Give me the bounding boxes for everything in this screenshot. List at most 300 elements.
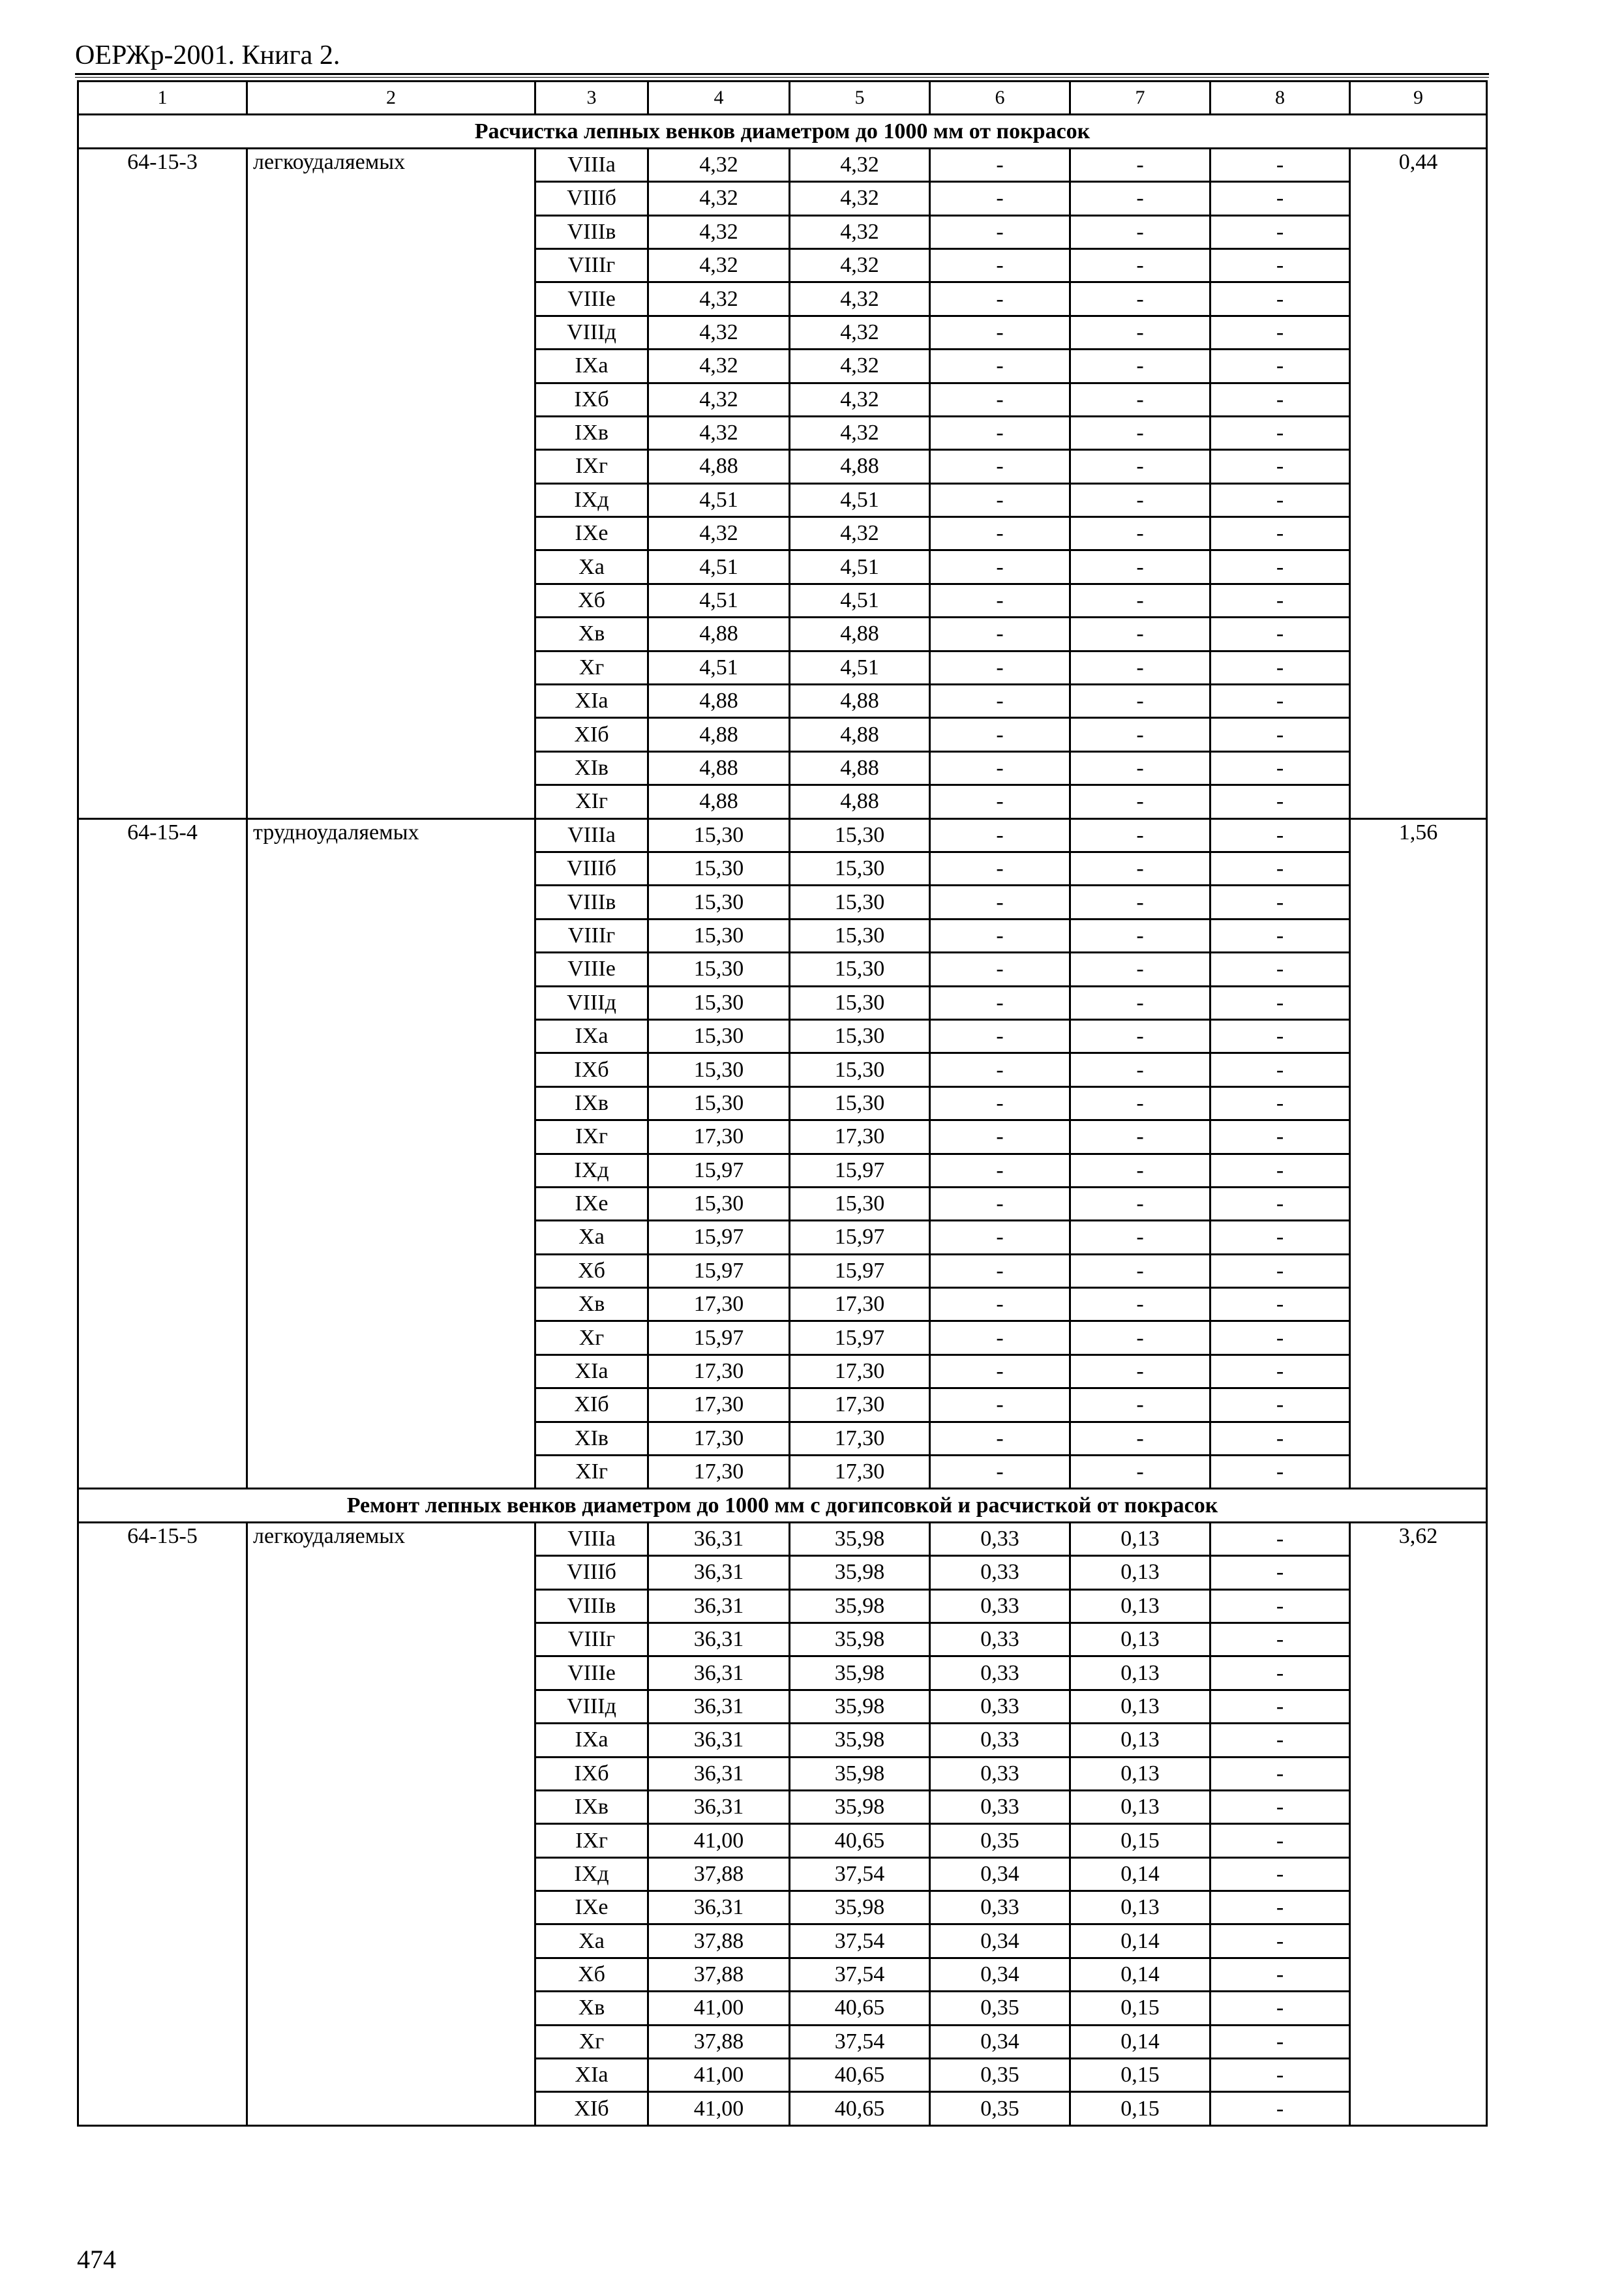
table-cell: - bbox=[1070, 1019, 1210, 1053]
table-cell: 0,13 bbox=[1070, 1522, 1210, 1555]
table-cell: - bbox=[1070, 350, 1210, 383]
table-cell: - bbox=[1070, 215, 1210, 248]
table-cell: 4,88 bbox=[648, 718, 790, 751]
table-cell: - bbox=[1070, 584, 1210, 617]
table-cell: 36,31 bbox=[648, 1690, 790, 1723]
table-cell: VIIIд bbox=[535, 316, 648, 349]
table-cell: - bbox=[1070, 450, 1210, 483]
table-cell: 15,97 bbox=[648, 1254, 790, 1287]
table-cell: - bbox=[1210, 1288, 1350, 1321]
table-cell: 17,30 bbox=[790, 1422, 930, 1455]
table-cell: - bbox=[1210, 785, 1350, 818]
table-cell: 4,88 bbox=[790, 718, 930, 751]
table-cell: 36,31 bbox=[648, 1656, 790, 1690]
table-cell: - bbox=[1070, 1187, 1210, 1220]
table-cell: Хг bbox=[535, 651, 648, 684]
table-cell: 15,30 bbox=[790, 1187, 930, 1220]
table-cell: Хб bbox=[535, 1254, 648, 1287]
rate-col9-value: 0,44 bbox=[1350, 148, 1487, 818]
table-cell: 0,34 bbox=[930, 2025, 1070, 2058]
rate-code: 64-15-3 bbox=[78, 148, 247, 818]
table-cell: 15,30 bbox=[790, 1019, 930, 1053]
table-cell: 4,32 bbox=[790, 316, 930, 349]
table-cell: IХв bbox=[535, 1790, 648, 1823]
table-cell: 4,88 bbox=[790, 751, 930, 785]
table-cell: 0,35 bbox=[930, 2092, 1070, 2125]
table-cell: 15,30 bbox=[648, 919, 790, 952]
column-number-cell: 4 bbox=[648, 82, 790, 115]
table-cell: - bbox=[930, 1288, 1070, 1321]
table-cell: 4,51 bbox=[648, 584, 790, 617]
table-cell: 17,30 bbox=[790, 1288, 930, 1321]
table-cell: 4,32 bbox=[648, 248, 790, 282]
table-cell: - bbox=[1070, 718, 1210, 751]
table-cell: 0,33 bbox=[930, 1522, 1070, 1555]
table-cell: - bbox=[930, 1321, 1070, 1354]
table-cell: - bbox=[1210, 350, 1350, 383]
table-cell: - bbox=[930, 282, 1070, 316]
table-cell: 15,30 bbox=[790, 886, 930, 919]
table-cell: - bbox=[930, 818, 1070, 852]
column-number-cell: 5 bbox=[790, 82, 930, 115]
table-cell: 15,30 bbox=[790, 986, 930, 1019]
table-cell: - bbox=[1070, 785, 1210, 818]
table-cell: - bbox=[1210, 1254, 1350, 1287]
table-cell: - bbox=[930, 550, 1070, 584]
table-cell: 41,00 bbox=[648, 2092, 790, 2125]
table-cell: VIIIб bbox=[535, 852, 648, 885]
table-row bbox=[78, 148, 1487, 181]
table-cell: - bbox=[930, 517, 1070, 550]
table-cell: 4,32 bbox=[648, 215, 790, 248]
table-cell: 36,31 bbox=[648, 1556, 790, 1589]
table-cell: 35,98 bbox=[790, 1556, 930, 1589]
table-cell: - bbox=[930, 350, 1070, 383]
rates-table bbox=[77, 80, 1488, 2127]
table-cell: - bbox=[1210, 1388, 1350, 1422]
table-cell: - bbox=[1210, 2092, 1350, 2125]
table-cell: 4,32 bbox=[790, 383, 930, 416]
table-cell: IХг bbox=[535, 1120, 648, 1154]
table-cell: - bbox=[1210, 1992, 1350, 2025]
table-cell: - bbox=[1210, 1456, 1350, 1489]
table-cell: - bbox=[930, 1422, 1070, 1455]
table-cell: - bbox=[930, 886, 1070, 919]
table-cell: 17,30 bbox=[648, 1456, 790, 1489]
table-cell: - bbox=[1070, 550, 1210, 584]
table-cell: - bbox=[1070, 1086, 1210, 1120]
column-number-cell: 3 bbox=[535, 82, 648, 115]
table-cell: - bbox=[1210, 818, 1350, 852]
table-cell: - bbox=[930, 1388, 1070, 1422]
table-cell: 0,14 bbox=[1070, 1857, 1210, 1891]
table-cell: 41,00 bbox=[648, 1992, 790, 2025]
table-cell: - bbox=[930, 618, 1070, 651]
table-cell: - bbox=[1210, 852, 1350, 885]
table-cell: 0,13 bbox=[1070, 1724, 1210, 1757]
table-cell: 35,98 bbox=[790, 1623, 930, 1656]
table-cell: - bbox=[1070, 1456, 1210, 1489]
table-cell: 4,32 bbox=[790, 350, 930, 383]
table-cell: 4,51 bbox=[790, 483, 930, 516]
table-cell: 15,30 bbox=[790, 953, 930, 986]
table-cell: - bbox=[1210, 2025, 1350, 2058]
table-cell: 17,30 bbox=[790, 1456, 930, 1489]
table-cell: - bbox=[1210, 986, 1350, 1019]
table-cell: IХд bbox=[535, 1154, 648, 1187]
table-cell: IХб bbox=[535, 383, 648, 416]
table-cell: IХв bbox=[535, 416, 648, 449]
table-cell: IХг bbox=[535, 450, 648, 483]
table-cell: 37,88 bbox=[648, 1924, 790, 1958]
header-rule-thick bbox=[75, 73, 1489, 75]
table-cell: 15,97 bbox=[790, 1221, 930, 1254]
section-title: Расчистка лепных венков диаметром до 1000 мм от покрасок bbox=[78, 115, 1487, 148]
table-cell: 17,30 bbox=[648, 1354, 790, 1388]
table-cell: 36,31 bbox=[648, 1589, 790, 1623]
table-cell: 0,13 bbox=[1070, 1790, 1210, 1823]
rate-description: легкоудаляемых bbox=[247, 148, 535, 818]
table-cell: 15,97 bbox=[790, 1321, 930, 1354]
table-cell: - bbox=[1210, 751, 1350, 785]
table-cell: - bbox=[1210, 1857, 1350, 1891]
table-cell: VIIIд bbox=[535, 1690, 648, 1723]
table-cell: - bbox=[930, 1254, 1070, 1287]
table-cell: 0,35 bbox=[930, 2059, 1070, 2092]
table-cell: - bbox=[1210, 1019, 1350, 1053]
table-cell: 0,33 bbox=[930, 1589, 1070, 1623]
table-cell: VIIIе bbox=[535, 282, 648, 316]
table-cell: - bbox=[1210, 886, 1350, 919]
table-cell: 36,31 bbox=[648, 1724, 790, 1757]
section-title-row bbox=[78, 1489, 1487, 1522]
table-cell: - bbox=[930, 450, 1070, 483]
table-cell: 0,13 bbox=[1070, 1891, 1210, 1924]
table-cell: - bbox=[1210, 953, 1350, 986]
table-cell: - bbox=[1210, 215, 1350, 248]
table-cell: - bbox=[1210, 1053, 1350, 1086]
table-cell: XIа bbox=[535, 2059, 648, 2092]
table-cell: - bbox=[930, 651, 1070, 684]
table-cell: 15,30 bbox=[648, 1086, 790, 1120]
table-cell: 40,65 bbox=[790, 2092, 930, 2125]
table-cell: 15,30 bbox=[790, 919, 930, 952]
table-cell: IХе bbox=[535, 1187, 648, 1220]
table-cell: IХе bbox=[535, 517, 648, 550]
table-cell: Хб bbox=[535, 584, 648, 617]
table-cell: 4,32 bbox=[648, 148, 790, 181]
table-cell: VIIIб bbox=[535, 182, 648, 215]
table-cell: - bbox=[930, 1154, 1070, 1187]
table-cell: Ха bbox=[535, 550, 648, 584]
table-cell: 0,34 bbox=[930, 1857, 1070, 1891]
table-cell: IХб bbox=[535, 1757, 648, 1790]
table-cell: 0,33 bbox=[930, 1623, 1070, 1656]
table-cell: - bbox=[1070, 1053, 1210, 1086]
table-cell: - bbox=[1210, 919, 1350, 952]
table-cell: VIIIа bbox=[535, 1522, 648, 1555]
table-cell: 4,32 bbox=[790, 182, 930, 215]
table-cell: 0,14 bbox=[1070, 1958, 1210, 1991]
table-cell: 4,88 bbox=[648, 685, 790, 718]
table-cell: XIг bbox=[535, 785, 648, 818]
table-cell: - bbox=[1210, 1623, 1350, 1656]
table-cell: VIIIе bbox=[535, 953, 648, 986]
table-cell: - bbox=[1070, 1354, 1210, 1388]
table-cell: 4,32 bbox=[790, 148, 930, 181]
table-cell: 35,98 bbox=[790, 1724, 930, 1757]
column-number-cell: 2 bbox=[247, 82, 535, 115]
table-cell: - bbox=[930, 182, 1070, 215]
table-cell: VIIIг bbox=[535, 248, 648, 282]
table-cell: 0,34 bbox=[930, 1924, 1070, 1958]
table-cell: - bbox=[930, 1019, 1070, 1053]
table-cell: - bbox=[1210, 2059, 1350, 2092]
table-cell: 41,00 bbox=[648, 2059, 790, 2092]
table-cell: 0,13 bbox=[1070, 1690, 1210, 1723]
table-cell: - bbox=[1210, 618, 1350, 651]
table-cell: - bbox=[1210, 1187, 1350, 1220]
table-cell: - bbox=[930, 584, 1070, 617]
rate-code: 64-15-4 bbox=[78, 818, 247, 1489]
table-cell: - bbox=[1210, 1724, 1350, 1757]
table-cell: - bbox=[930, 248, 1070, 282]
table-cell: 4,32 bbox=[648, 282, 790, 316]
table-cell: IХд bbox=[535, 483, 648, 516]
table-cell: VIIIб bbox=[535, 1556, 648, 1589]
table-cell: 15,30 bbox=[790, 1053, 930, 1086]
table-cell: 15,97 bbox=[648, 1154, 790, 1187]
table-cell: 36,31 bbox=[648, 1891, 790, 1924]
table-cell: Ха bbox=[535, 1924, 648, 1958]
table-cell: 0,15 bbox=[1070, 1824, 1210, 1857]
table-cell: IХв bbox=[535, 1086, 648, 1120]
table-cell: 0,13 bbox=[1070, 1556, 1210, 1589]
header-rule-thin bbox=[75, 77, 1489, 78]
table-cell: - bbox=[1210, 383, 1350, 416]
table-cell: - bbox=[1070, 818, 1210, 852]
section-title-row bbox=[78, 115, 1487, 148]
table-cell: 0,33 bbox=[930, 1656, 1070, 1690]
table-cell: 15,30 bbox=[648, 1187, 790, 1220]
table-cell: - bbox=[1070, 316, 1210, 349]
table-cell: Ха bbox=[535, 1221, 648, 1254]
table-cell: - bbox=[1210, 1154, 1350, 1187]
table-cell: - bbox=[1210, 1354, 1350, 1388]
rate-col9-value: 1,56 bbox=[1350, 818, 1487, 1489]
table-cell: - bbox=[1210, 282, 1350, 316]
table-cell: 4,88 bbox=[790, 618, 930, 651]
table-cell: - bbox=[930, 383, 1070, 416]
table-cell: VIIIв bbox=[535, 215, 648, 248]
table-cell: - bbox=[1070, 986, 1210, 1019]
table-cell: - bbox=[1210, 1790, 1350, 1823]
table-cell: 15,30 bbox=[790, 818, 930, 852]
table-cell: 0,34 bbox=[930, 1958, 1070, 1991]
table-cell: 35,98 bbox=[790, 1589, 930, 1623]
table-cell: - bbox=[1070, 886, 1210, 919]
table-cell: - bbox=[1210, 1589, 1350, 1623]
table-cell: - bbox=[930, 953, 1070, 986]
table-cell: 0,33 bbox=[930, 1690, 1070, 1723]
table-cell: - bbox=[1210, 1422, 1350, 1455]
table-cell: 4,32 bbox=[648, 350, 790, 383]
table-cell: - bbox=[1070, 1422, 1210, 1455]
table-cell: 4,32 bbox=[790, 215, 930, 248]
table-cell: 35,98 bbox=[790, 1522, 930, 1555]
table-cell: - bbox=[1070, 1254, 1210, 1287]
table-cell: - bbox=[1210, 1690, 1350, 1723]
table-cell: - bbox=[1070, 1388, 1210, 1422]
table-cell: - bbox=[1070, 483, 1210, 516]
table-cell: 37,54 bbox=[790, 1857, 930, 1891]
table-cell: 17,30 bbox=[790, 1388, 930, 1422]
table-cell: - bbox=[930, 1086, 1070, 1120]
table-cell: IХб bbox=[535, 1053, 648, 1086]
table-cell: 15,97 bbox=[790, 1154, 930, 1187]
table-cell: 4,32 bbox=[790, 517, 930, 550]
column-number-cell: 1 bbox=[78, 82, 247, 115]
table-cell: 0,33 bbox=[930, 1790, 1070, 1823]
table-cell: - bbox=[930, 785, 1070, 818]
table-cell: - bbox=[1210, 550, 1350, 584]
table-cell: XIб bbox=[535, 2092, 648, 2125]
table-cell: - bbox=[1210, 1120, 1350, 1154]
table-cell: 17,30 bbox=[648, 1422, 790, 1455]
table-cell: - bbox=[1070, 248, 1210, 282]
table-cell: 37,54 bbox=[790, 1924, 930, 1958]
table-cell: - bbox=[1210, 1757, 1350, 1790]
table-cell: 17,30 bbox=[648, 1120, 790, 1154]
table-row bbox=[78, 1522, 1487, 1555]
table-cell: - bbox=[930, 986, 1070, 1019]
table-cell: VIIIа bbox=[535, 818, 648, 852]
table-cell: XIв bbox=[535, 751, 648, 785]
table-cell: 4,88 bbox=[790, 685, 930, 718]
table-cell: 36,31 bbox=[648, 1522, 790, 1555]
table-cell: - bbox=[1070, 1288, 1210, 1321]
table-cell: 4,51 bbox=[790, 584, 930, 617]
table-cell: 4,88 bbox=[648, 618, 790, 651]
table-cell: 0,15 bbox=[1070, 1992, 1210, 2025]
table-cell: VIIIд bbox=[535, 986, 648, 1019]
table-cell: - bbox=[930, 751, 1070, 785]
table-cell: - bbox=[1210, 450, 1350, 483]
table-cell: - bbox=[1210, 584, 1350, 617]
table-cell: 4,88 bbox=[648, 450, 790, 483]
table-cell: - bbox=[1070, 852, 1210, 885]
table-cell: - bbox=[1210, 1891, 1350, 1924]
column-number-cell: 6 bbox=[930, 82, 1070, 115]
table-cell: 35,98 bbox=[790, 1891, 930, 1924]
table-cell: - bbox=[1070, 182, 1210, 215]
table-cell: 40,65 bbox=[790, 2059, 930, 2092]
table-cell: 4,32 bbox=[790, 282, 930, 316]
table-cell: - bbox=[1070, 416, 1210, 449]
table-cell: - bbox=[930, 685, 1070, 718]
table-cell: Хв bbox=[535, 618, 648, 651]
table-cell: - bbox=[930, 1187, 1070, 1220]
table-cell: - bbox=[1210, 651, 1350, 684]
table-cell: 15,30 bbox=[648, 886, 790, 919]
table-cell: Хв bbox=[535, 1992, 648, 2025]
page-header-title: ОЕРЖр-2001. Книга 2. bbox=[75, 40, 340, 70]
table-cell: - bbox=[930, 1120, 1070, 1154]
table-cell: 37,54 bbox=[790, 1958, 930, 1991]
table-cell: Хг bbox=[535, 1321, 648, 1354]
table-cell: 17,30 bbox=[648, 1288, 790, 1321]
table-cell: 35,98 bbox=[790, 1656, 930, 1690]
table-cell: - bbox=[930, 148, 1070, 181]
column-number-row bbox=[78, 82, 1487, 115]
table-cell: 4,88 bbox=[648, 785, 790, 818]
table-cell: Хв bbox=[535, 1288, 648, 1321]
table-cell: 0,13 bbox=[1070, 1589, 1210, 1623]
table-cell: - bbox=[930, 483, 1070, 516]
table-cell: 4,88 bbox=[648, 751, 790, 785]
table-cell: - bbox=[930, 1354, 1070, 1388]
table-cell: - bbox=[1210, 1321, 1350, 1354]
column-number-cell: 7 bbox=[1070, 82, 1210, 115]
table-cell: XIб bbox=[535, 1388, 648, 1422]
table-cell: - bbox=[1070, 383, 1210, 416]
table-cell: - bbox=[1070, 282, 1210, 316]
table-cell: 0,13 bbox=[1070, 1656, 1210, 1690]
table-cell: 15,97 bbox=[648, 1321, 790, 1354]
table-cell: - bbox=[1070, 685, 1210, 718]
table-cell: 0,14 bbox=[1070, 2025, 1210, 2058]
table-cell: - bbox=[1070, 1154, 1210, 1187]
table-cell: 4,51 bbox=[648, 550, 790, 584]
table-cell: - bbox=[1070, 517, 1210, 550]
table-cell: - bbox=[1070, 751, 1210, 785]
table-cell: - bbox=[1210, 416, 1350, 449]
table-cell: - bbox=[930, 1456, 1070, 1489]
table-cell: 0,35 bbox=[930, 1824, 1070, 1857]
table-cell: - bbox=[1210, 718, 1350, 751]
table-cell: - bbox=[1070, 919, 1210, 952]
table-cell: VIIIг bbox=[535, 1623, 648, 1656]
column-number-cell: 9 bbox=[1350, 82, 1487, 115]
table-cell: 4,88 bbox=[790, 785, 930, 818]
table-cell: XIв bbox=[535, 1422, 648, 1455]
table-cell: 15,30 bbox=[648, 953, 790, 986]
table-cell: 36,31 bbox=[648, 1757, 790, 1790]
rate-description: трудноудаляемых bbox=[247, 818, 535, 1489]
table-cell: 35,98 bbox=[790, 1790, 930, 1823]
table-cell: - bbox=[1210, 1086, 1350, 1120]
table-cell: - bbox=[1210, 1221, 1350, 1254]
table-cell: 15,30 bbox=[648, 1019, 790, 1053]
rate-code: 64-15-5 bbox=[78, 1522, 247, 2125]
table-cell: - bbox=[930, 919, 1070, 952]
table-cell: - bbox=[1210, 483, 1350, 516]
table-cell: 4,51 bbox=[790, 651, 930, 684]
table-cell: 0,33 bbox=[930, 1757, 1070, 1790]
table-cell: - bbox=[930, 1221, 1070, 1254]
table-cell: 4,32 bbox=[648, 517, 790, 550]
table-cell: - bbox=[930, 1053, 1070, 1086]
table-cell: - bbox=[1210, 248, 1350, 282]
table-cell: 0,35 bbox=[930, 1992, 1070, 2025]
table-cell: - bbox=[930, 215, 1070, 248]
table-cell: IХд bbox=[535, 1857, 648, 1891]
table-cell: 4,51 bbox=[648, 483, 790, 516]
table-cell: - bbox=[930, 316, 1070, 349]
table-cell: 4,51 bbox=[790, 550, 930, 584]
table-cell: - bbox=[1210, 1556, 1350, 1589]
table-cell: 4,51 bbox=[648, 651, 790, 684]
